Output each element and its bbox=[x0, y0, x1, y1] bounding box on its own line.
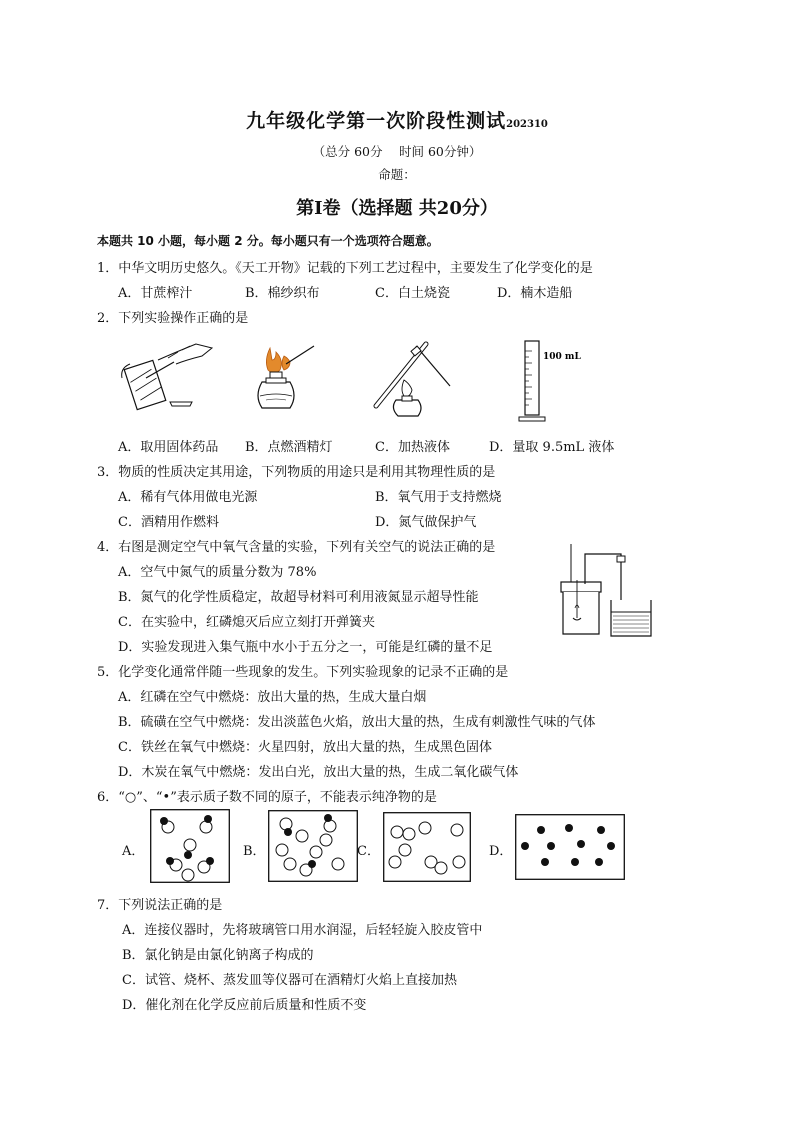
figure-graduated-cylinder bbox=[515, 335, 585, 423]
q1-option-d: D．楠木造船 bbox=[497, 286, 573, 301]
exam-title: 九年级化学第一次阶段性测试202310 bbox=[246, 110, 548, 132]
q1-option-a: A．甘蔗榨汁 bbox=[118, 286, 193, 301]
q1-option-c: C．白土烧瓷 bbox=[375, 286, 450, 301]
q6-option-a: A． bbox=[122, 844, 145, 859]
figure-take-solid-reagent bbox=[116, 338, 216, 418]
question-3-stem: 3．物质的性质决定其用途，下列物质的用途只是利用其物理性质的是 bbox=[97, 465, 496, 480]
q5-option-a: A．红磷在空气中燃烧：放出大量的热，生成大量白烟 bbox=[118, 690, 427, 705]
q7-option-b: B．氯化钠是由氯化钠离子构成的 bbox=[122, 948, 314, 963]
exam-author: 命题： bbox=[378, 167, 416, 182]
q2-option-d: D．量取 9.5mL 液体 bbox=[489, 440, 615, 455]
q4-option-b: B．氮气的化学性质稳定，故超导材料可利用液氮显示超导性能 bbox=[118, 590, 479, 605]
question-7-stem: 7．下列说法正确的是 bbox=[97, 898, 223, 913]
q6-option-c: C． bbox=[357, 844, 380, 859]
q2-option-a: A．取用固体药品 bbox=[118, 440, 219, 455]
q6-box-c bbox=[383, 812, 471, 882]
q7-option-c: C．试管、烧杯、蒸发皿等仪器可在酒精灯火焰上直接加热 bbox=[122, 973, 457, 988]
q3-option-d: D．氮气做保护气 bbox=[375, 515, 477, 530]
q3-option-a: A．稀有气体用做电光源 bbox=[118, 490, 258, 505]
question-2-stem: 2．下列实验操作正确的是 bbox=[97, 311, 249, 326]
cylinder-label: 100 mL bbox=[543, 352, 581, 362]
q6-option-b: B． bbox=[243, 844, 266, 859]
q4-option-d: D．实验发现进入集气瓶中水小于五分之一，可能是红磷的量不足 bbox=[118, 640, 493, 655]
q6-option-d: D． bbox=[489, 844, 513, 859]
question-6-stem: 6．“○”、“•”表示质子数不同的原子，不能表示纯净物的是 bbox=[97, 790, 437, 805]
q5-option-c: C．铁丝在氧气中燃烧：火星四射，放出大量的热，生成黑色固体 bbox=[118, 740, 492, 755]
q6-box-a bbox=[150, 809, 230, 883]
figure-light-alcohol-lamp bbox=[240, 338, 320, 418]
q7-option-a: A．连接仪器时，先将玻璃管口用水润湿，后轻轻旋入胶皮管中 bbox=[122, 923, 483, 938]
exam-code: 202310 bbox=[506, 119, 548, 130]
q6-box-b bbox=[268, 810, 358, 882]
q5-option-d: D．木炭在氧气中燃烧：发出白光，放出大量的热，生成二氧化碳气体 bbox=[118, 765, 519, 780]
exam-subtitle: （总分 60分 时间 60分钟） bbox=[312, 144, 482, 159]
q3-option-b: B．氧气用于支持燃烧 bbox=[375, 490, 502, 505]
q4-option-c: C．在实验中，红磷熄灭后应立刻打开弹簧夹 bbox=[118, 615, 375, 630]
section-instructions: 本题共 10 小题，每小题 2 分。每小题只有一个选项符合题意。 bbox=[97, 234, 439, 248]
q3-option-c: C．酒精用作燃料 bbox=[118, 515, 219, 530]
q2-option-b: B．点燃酒精灯 bbox=[245, 440, 333, 455]
section-title: 第Ⅰ卷（选择题 共20分） bbox=[296, 198, 498, 219]
q7-option-d: D．催化剂在化学反应前后质量和性质不变 bbox=[122, 998, 367, 1013]
figure-heat-liquid bbox=[368, 336, 458, 420]
question-4-stem: 4．右图是测定空气中氧气含量的实验，下列有关空气的说法正确的是 bbox=[97, 540, 496, 555]
q6-box-d bbox=[515, 814, 625, 880]
q4-option-a: A．空气中氮气的质量分数为 78% bbox=[118, 565, 317, 580]
question-1-stem: 1．中华文明历史悠久。《天工开物》记载的下列工艺过程中，主要发生了化学变化的是 bbox=[97, 261, 593, 276]
figure-oxygen-apparatus bbox=[555, 540, 665, 640]
q5-option-b: B．硫磺在空气中燃烧：发出淡蓝色火焰，放出大量的热，生成有刺激性气味的气体 bbox=[118, 715, 596, 730]
question-5-stem: 5．化学变化通常伴随一些现象的发生。下列实验现象的记录不正确的是 bbox=[97, 665, 509, 680]
q1-option-b: B．棉纱织布 bbox=[245, 286, 320, 301]
q2-option-c: C．加热液体 bbox=[375, 440, 450, 455]
